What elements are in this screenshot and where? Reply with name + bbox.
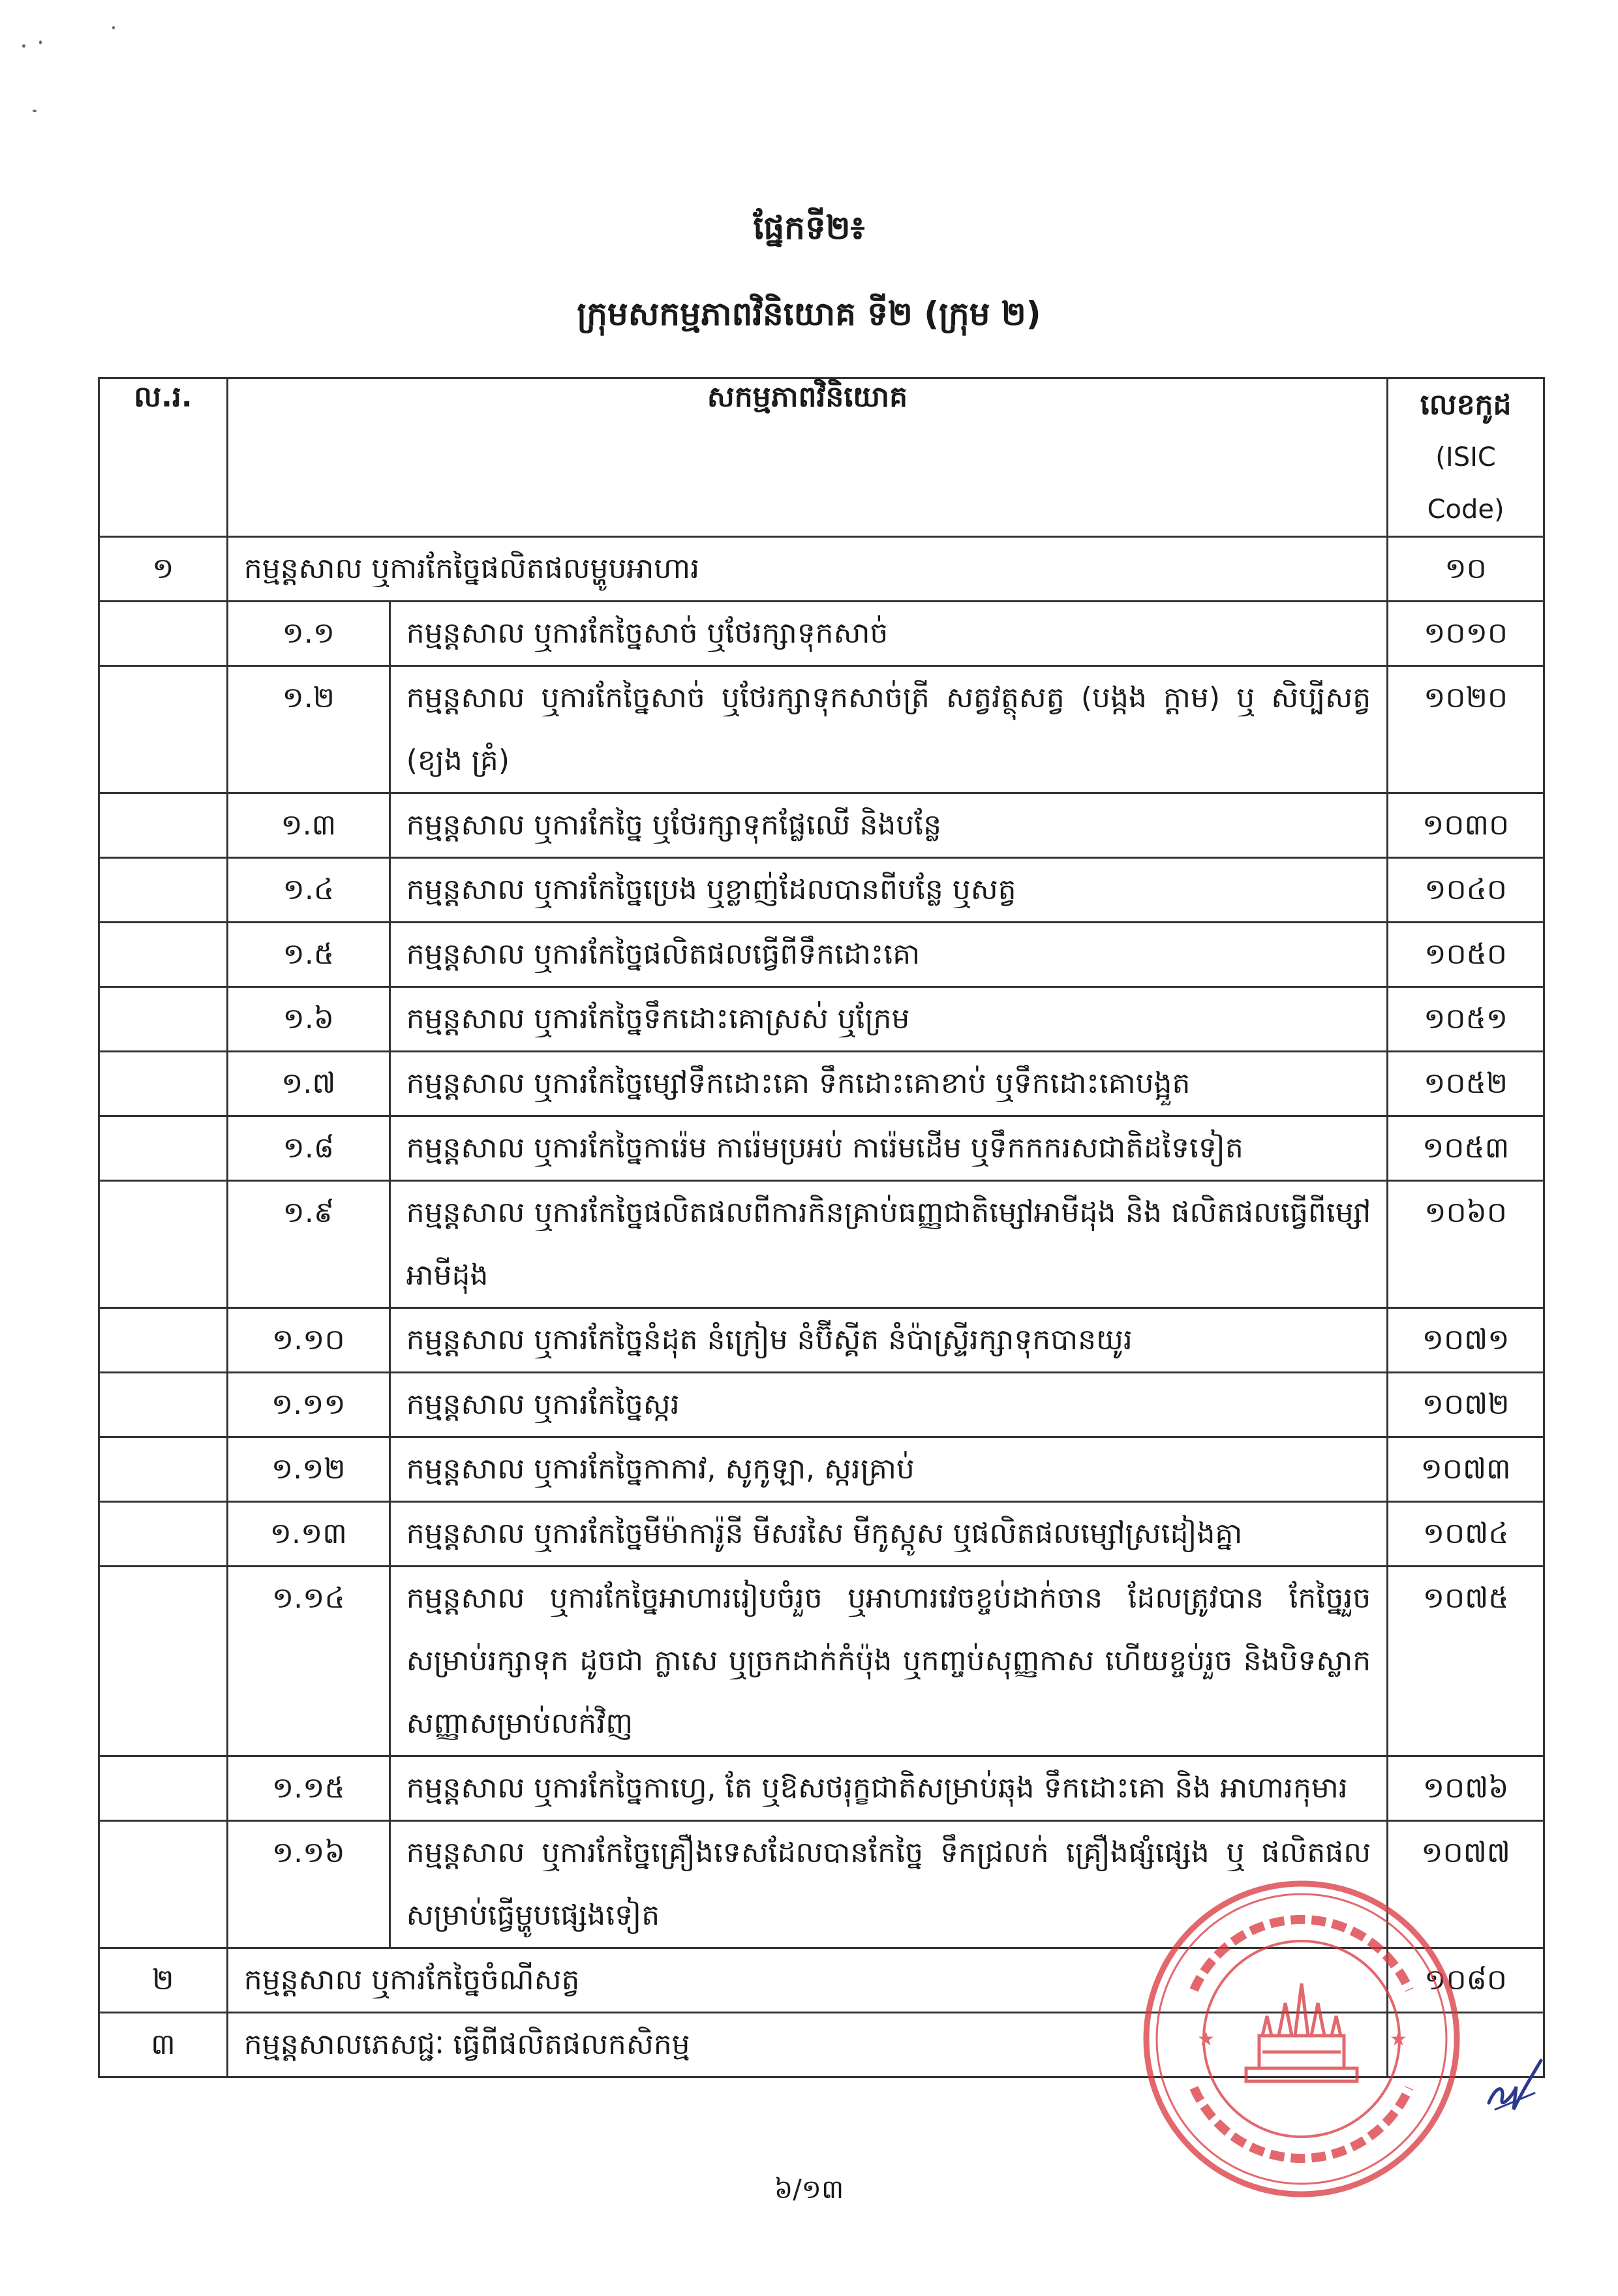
row-subnumber: ១.៨ bbox=[227, 1116, 389, 1181]
header-no: ល.រ. bbox=[99, 378, 228, 537]
group-title: ក្រុមសកម្មភាពវិនិយោគ ទី២ (ក្រុម ២) bbox=[577, 295, 1041, 333]
scan-speck bbox=[33, 110, 37, 112]
row-number-empty bbox=[99, 1052, 228, 1116]
row-activity: កម្មន្តសាល ឬការកែច្នៃគ្រឿងទេសដែលបានកែច្នៃ ទឹកជ្រលក់ គ្រឿងផ្សំផ្សេង ឬ ផលិតផល សម្រាប់ធ្វើម្ហូបផ្សេងទៀត bbox=[389, 1821, 1387, 1948]
official-stamp bbox=[1132, 1873, 1471, 2205]
row-subnumber: ១.២ bbox=[227, 666, 389, 793]
row-activity: កម្មន្តសាល ឬការកែច្នៃទឹកដោះគោស្រស់ ឬក្រែម bbox=[389, 987, 1387, 1052]
row-code: ១០៧៤ bbox=[1388, 1502, 1544, 1567]
table-row bbox=[99, 1502, 1544, 1567]
row-subnumber: ១.៤ bbox=[227, 858, 389, 923]
stamp-star-right: ★ bbox=[1390, 2028, 1407, 2051]
table-row bbox=[99, 666, 1544, 793]
row-code: ១០៤០ bbox=[1388, 858, 1544, 923]
row-number-empty bbox=[99, 987, 228, 1052]
row-subnumber: ១.៩ bbox=[227, 1181, 389, 1308]
stamp-star-left: ★ bbox=[1197, 2028, 1215, 2051]
row-number-empty bbox=[99, 1437, 228, 1502]
row-activity: កម្មន្តសាល ឬការកែច្នៃប្រេង ឬខ្លាញ់ដែលបានពីបន្លែ ឬសត្វ bbox=[389, 858, 1387, 923]
table-row bbox=[99, 987, 1544, 1052]
row-number: ១ bbox=[99, 537, 228, 602]
row-activity: កម្មន្តសាល ឬការកែច្នៃ ឬថែរក្សាទុកផ្លែឈើ និងបន្លែ bbox=[389, 793, 1387, 858]
row-code: ១០៦០ bbox=[1388, 1181, 1544, 1308]
header-activity: សកម្មភាពវិនិយោគ bbox=[227, 378, 1387, 537]
row-code: ១០៧៥ bbox=[1388, 1567, 1544, 1756]
section-title: ផ្នែកទី២៖ bbox=[753, 209, 865, 247]
table-row bbox=[99, 537, 1544, 602]
row-number-empty bbox=[99, 793, 228, 858]
stamp-outer-ring bbox=[1146, 1884, 1457, 2194]
row-code: ១០៥០ bbox=[1388, 923, 1544, 987]
row-number: ៣ bbox=[99, 2013, 228, 2077]
row-activity: កម្មន្តសាល ឬការកែច្នៃមីម៉ាការ៉ូនី មីសរសៃ មីកូស្កូស ឬផលិតផលម្សៅស្រដៀងគ្នា bbox=[389, 1502, 1387, 1567]
investment-activity-table bbox=[98, 377, 1545, 2078]
table-row bbox=[99, 1373, 1544, 1437]
row-activity: កម្មន្តសាល ឬការកែច្នៃសាច់ ឬថែរក្សាទុកសាច់ bbox=[389, 602, 1387, 666]
row-number-empty bbox=[99, 666, 228, 793]
row-activity: កម្មន្តសាល ឬការកែច្នៃកាហ្វេ, តែ ឬឱសថរុក្ខជាតិសម្រាប់ឆុង ទឹកដោះគោ និង អាហារកុមារ bbox=[389, 1756, 1387, 1821]
row-subnumber: ១.១៥ bbox=[227, 1756, 389, 1821]
row-number-empty bbox=[99, 1181, 228, 1308]
row-number-empty bbox=[99, 1567, 228, 1756]
row-code: ១០៧៣ bbox=[1388, 1437, 1544, 1502]
row-code: ១០៥៣ bbox=[1388, 1116, 1544, 1181]
row-activity: កម្មន្តសាល ឬការកែច្នៃម្សៅទឹកដោះគោ ទឹកដោះគោខាប់ ឬទឹកដោះគោបង្អួត bbox=[389, 1052, 1387, 1116]
row-subnumber: ១.១ bbox=[227, 602, 389, 666]
row-subnumber: ១.១០ bbox=[227, 1308, 389, 1373]
page-number: ៦/១៣ bbox=[774, 2175, 844, 2205]
table-row bbox=[99, 858, 1544, 923]
row-activity: កម្មន្តសាល ឬការកែច្នៃសាច់ ឬថែរក្សាទុកសាច់ត្រី សត្វវត្ថុសត្វ (បង្កង ក្ដាម) ឬ សិប្បីសត្វ (ខ្យង គ្រំ) bbox=[389, 666, 1387, 793]
row-code: ១០៧១ bbox=[1388, 1308, 1544, 1373]
row-subnumber: ១.១១ bbox=[227, 1373, 389, 1437]
row-code: ១០៥១ bbox=[1388, 987, 1544, 1052]
row-subnumber: ១.១៦ bbox=[227, 1821, 389, 1948]
row-activity: កម្មន្តសាល ឬការកែច្នៃកាកាវ, សូកូឡា, ស្ករគ្រាប់ bbox=[389, 1437, 1387, 1502]
table-row bbox=[99, 793, 1544, 858]
row-subnumber: ១.១៣ bbox=[227, 1502, 389, 1567]
row-subnumber: ១.១៤ bbox=[227, 1567, 389, 1756]
table-row bbox=[99, 1308, 1544, 1373]
scan-speck bbox=[22, 44, 25, 48]
header-code-label: លេខកូដ bbox=[1420, 388, 1512, 421]
row-code: ១០១០ bbox=[1388, 602, 1544, 666]
row-code: ១០៣០ bbox=[1388, 793, 1544, 858]
row-activity: កម្មន្តសាល ឬការកែច្នៃចំណីសត្វ bbox=[227, 1948, 1387, 2013]
row-activity: កម្មន្តសាល ឬការកែច្នៃអាហាររៀបចំរួច ឬអាហារវេចខ្ចប់ដាក់ចាន ដែលត្រូវបាន កែច្នៃរួចសម្រាប់រក្សាទុក ដូចជា ក្លាសេ ឬច្រកដាក់កំប៉ុង ឬកញ្ចប់សុញ្ញកាស ហើយខ្ចប់រួច និងបិទស្លាកសញ្ញាសម្រាប់លក់វិញ bbox=[389, 1567, 1387, 1756]
row-subnumber: ១.៣ bbox=[227, 793, 389, 858]
table-row bbox=[99, 1756, 1544, 1821]
row-number-empty bbox=[99, 1502, 228, 1567]
row-number-empty bbox=[99, 602, 228, 666]
table-row bbox=[99, 1052, 1544, 1116]
table-row bbox=[99, 1181, 1544, 1308]
scan-speck bbox=[39, 40, 42, 44]
row-activity: កម្មន្តសាល ឬការកែច្នៃការ៉េម ការ៉េមប្រអប់ ការ៉េមដើម ឬទឹកកករសជាតិដទៃទៀត bbox=[389, 1116, 1387, 1181]
angkor-wat-emblem bbox=[1246, 1983, 1357, 2081]
header-code-isic: (ISIC Code) bbox=[1427, 442, 1504, 525]
row-activity: កម្មន្តសាល ឬការកែច្នៃនំដុត នំក្រៀម នំប៊ីស្គីត នំប៉ាស្ទ្រីរក្សាទុកបានយូរ bbox=[389, 1308, 1387, 1373]
row-subnumber: ១.៦ bbox=[227, 987, 389, 1052]
scan-speck bbox=[112, 26, 115, 29]
row-code: ១០៧៦ bbox=[1388, 1756, 1544, 1821]
row-number: ២ bbox=[99, 1948, 228, 2013]
row-code: ១០៧២ bbox=[1388, 1373, 1544, 1437]
table-row bbox=[99, 923, 1544, 987]
table-header-row bbox=[99, 378, 1544, 537]
row-code: ១០២០ bbox=[1388, 666, 1544, 793]
row-number-empty bbox=[99, 1116, 228, 1181]
row-number-empty bbox=[99, 1373, 228, 1437]
table-row bbox=[99, 1567, 1544, 1756]
row-number-empty bbox=[99, 858, 228, 923]
row-number-empty bbox=[99, 923, 228, 987]
table-row bbox=[99, 1116, 1544, 1181]
row-activity: កម្មន្តសាល ឬការកែច្នៃស្ករ bbox=[389, 1373, 1387, 1437]
table-row bbox=[99, 1437, 1544, 1502]
row-code: ១០៥២ bbox=[1388, 1052, 1544, 1116]
row-number-empty bbox=[99, 1308, 228, 1373]
row-code: ១០៨០ bbox=[1388, 1948, 1544, 2013]
table-row bbox=[99, 602, 1544, 666]
stamp-top-lettering bbox=[1194, 1920, 1409, 1990]
row-subnumber: ១.៥ bbox=[227, 923, 389, 987]
row-subnumber: ១.៧ bbox=[227, 1052, 389, 1116]
row-activity: កម្មន្តសាល ឬការកែច្នៃផលិតផលធ្វើពីទឹកដោះគោ bbox=[389, 923, 1387, 987]
row-activity: កម្មន្តសាលភេសជ្ជៈ ធ្វើពីផលិតផលកសិកម្ម bbox=[227, 2013, 1387, 2077]
signature bbox=[1476, 2047, 1554, 2126]
row-code: ១០៧៧ bbox=[1388, 1821, 1544, 1948]
row-code: ១០ bbox=[1388, 537, 1544, 602]
header-code bbox=[1388, 378, 1544, 537]
row-subnumber: ១.១២ bbox=[227, 1437, 389, 1502]
stamp-center-ring bbox=[1204, 1941, 1399, 2137]
row-activity: កម្មន្តសាល ឬការកែច្នៃផលិតផលពីការកិនគ្រាប់ធញ្ញជាតិម្សៅអាមីដុង និង ផលិតផលធ្វើពីម្សៅអាមីដុង bbox=[389, 1181, 1387, 1308]
row-number-empty bbox=[99, 1821, 228, 1948]
stamp-bottom-lettering bbox=[1194, 2088, 1409, 2158]
row-activity: កម្មន្តសាល ឬការកែច្នៃផលិតផលម្ហូបអាហារ bbox=[227, 537, 1387, 602]
row-number-empty bbox=[99, 1756, 228, 1821]
